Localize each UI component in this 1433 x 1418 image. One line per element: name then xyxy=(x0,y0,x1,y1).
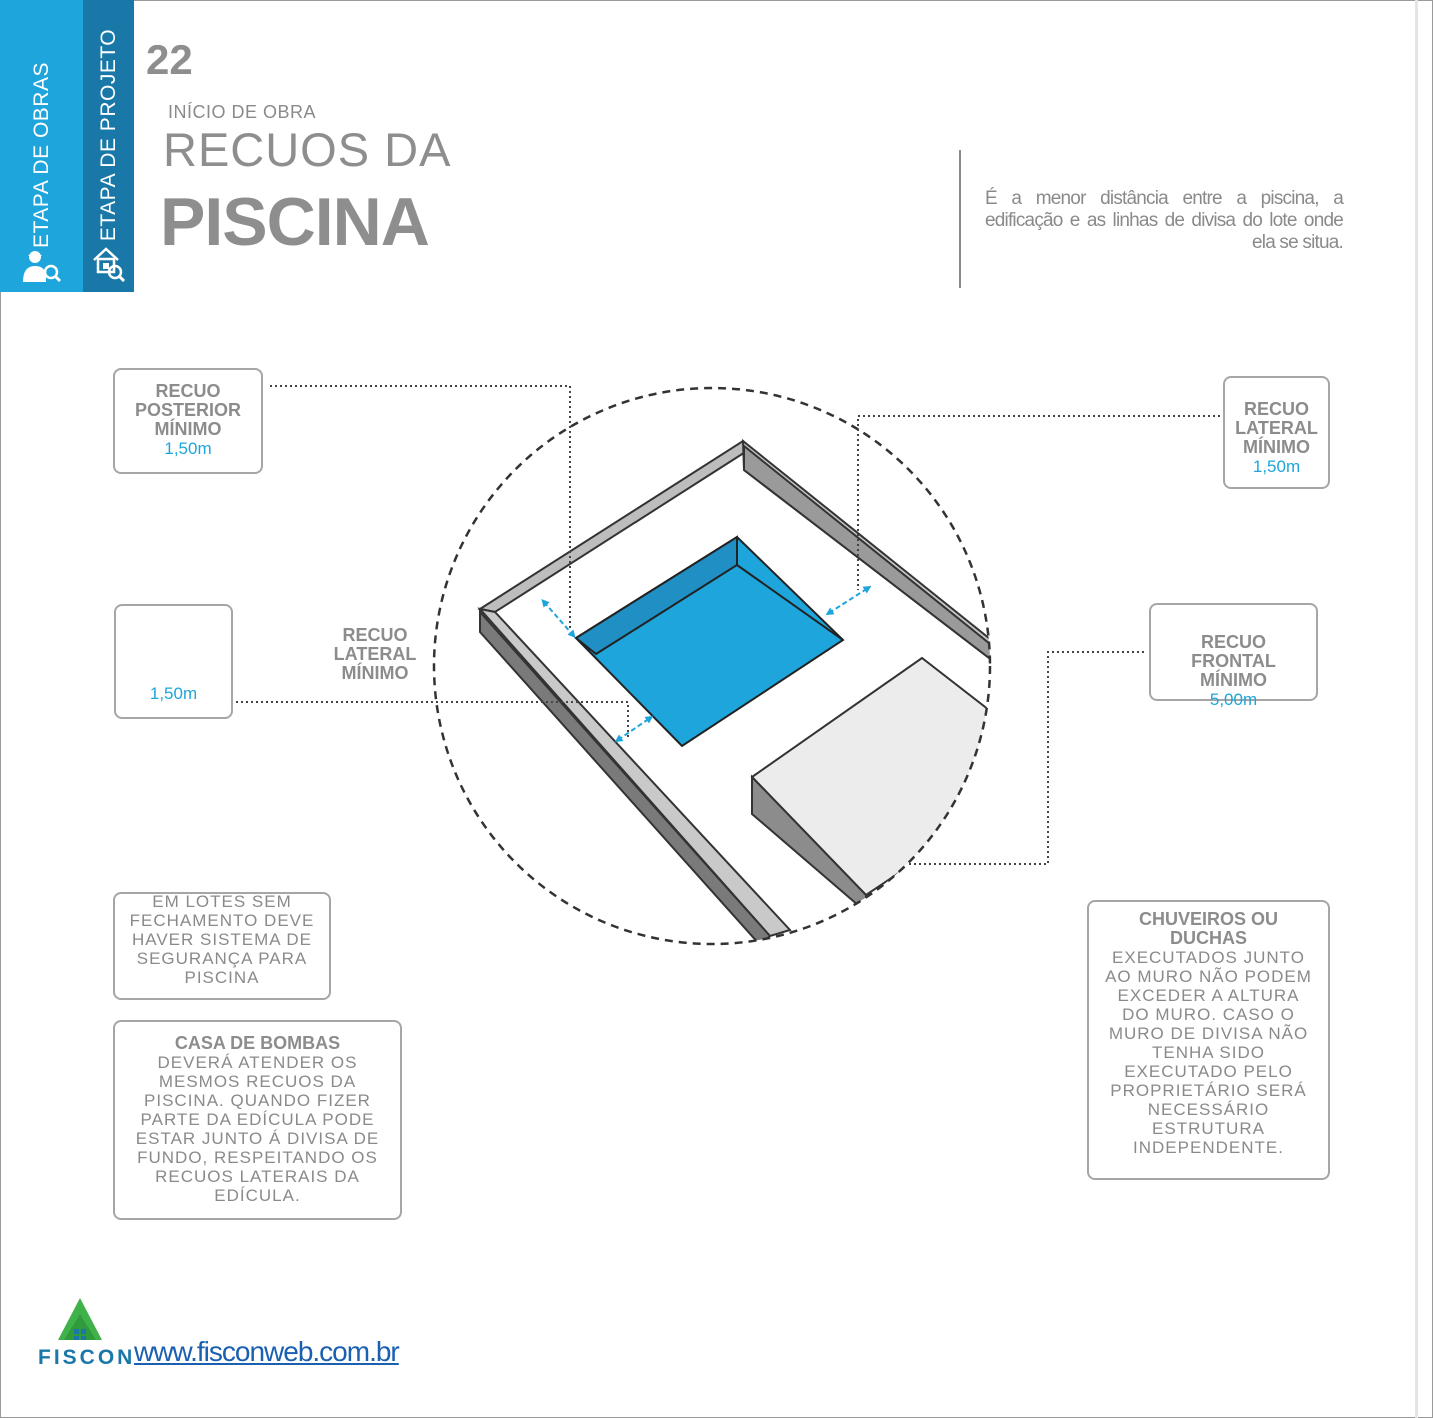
note-chuveiros xyxy=(1087,900,1330,1180)
note-chuveiros-title: CHUVEIROS OU DUCHAS xyxy=(1138,909,1279,948)
lot-illustration xyxy=(480,441,1060,945)
note-casa-de-bombas-title: CASA DE BOMBAS xyxy=(174,1033,341,1053)
fiscon-house-logo-icon xyxy=(38,1296,122,1349)
note-casa-de-bombas xyxy=(113,1020,402,1220)
house-roof xyxy=(752,658,1060,895)
website-link[interactable]: www.fisconweb.com.br xyxy=(134,1336,399,1367)
note-casa-de-bombas-text: DEVERÁ ATENDER OS MESMOS RECUOS DA PISCINA. QUANDO FIZER PARTE DA EDÍCULA PODE ESTAR JUNTO Á DIVISA DE FUNDO, RESPEITANDO OS RECUOS LATERAIS DA EDÍCULA. xyxy=(135,1053,380,1205)
note-fechamento xyxy=(113,892,331,1000)
section-kicker: INÍCIO DE OBRA xyxy=(168,102,317,122)
arrow-lateral-left xyxy=(618,718,650,740)
callout-recuo-posterior xyxy=(113,368,263,474)
brand-name: FISCON xyxy=(38,1346,136,1369)
callout-recuo-lateral-left-value: 1,50m xyxy=(149,684,198,703)
callout-recuo-frontal-value: 5,00m xyxy=(1209,690,1258,709)
arrow-lateral-right xyxy=(829,588,868,613)
note-fechamento-text: EM LOTES SEM FECHAMENTO DEVE HAVER SISTEMA DE SEGURANÇA PARA PISCINA xyxy=(129,892,315,987)
note-chuveiros-text: EXECUTADOS JUNTO AO MURO NÃO PODEM EXCEDER A ALTURA DO MURO. CASO O MURO DE DIVISA NÃO TENHA SIDO EXECUTADO PELO PROPRIETÁRIO SERÁ NECESSÁRIO ESTRUTURA INDEPENDENTE. xyxy=(1105,948,1312,1157)
callout-recuo-lateral-right-title: RECUO LATERAL MÍNIMO xyxy=(1235,399,1318,457)
callout-recuo-lateral-left xyxy=(114,604,233,719)
page-number: 22 xyxy=(146,36,193,83)
page-title-line2: PISCINA xyxy=(160,184,429,260)
page-title-line1: RECUOS DA xyxy=(163,123,452,176)
tab-etapa-de-projeto-label: ETAPA DE PROJETO xyxy=(96,28,120,242)
callout-recuo-lateral-right-value: 1,50m xyxy=(1252,457,1301,476)
tab-etapa-de-obras-label: ETAPA DE OBRAS xyxy=(29,62,53,248)
callout-recuo-lateral-left-title: RECUO LATERAL MÍNIMO xyxy=(333,625,417,683)
intro-text: É a menor distância entre a piscina, a edificação e as linhas de divisa do lote onde ela se situa. xyxy=(985,188,1343,253)
callout-recuo-posterior-value: 1,50m xyxy=(164,439,212,458)
callout-recuo-frontal xyxy=(1149,603,1318,709)
callout-recuo-frontal-title: RECUO FRONTAL MÍNIMO xyxy=(1191,632,1276,690)
callout-recuo-posterior-title: RECUO POSTERIOR MÍNIMO xyxy=(134,381,241,439)
callout-recuo-lateral-right xyxy=(1223,376,1330,489)
arrow-posterior xyxy=(544,602,573,635)
leader-lateral-right xyxy=(858,416,1220,590)
